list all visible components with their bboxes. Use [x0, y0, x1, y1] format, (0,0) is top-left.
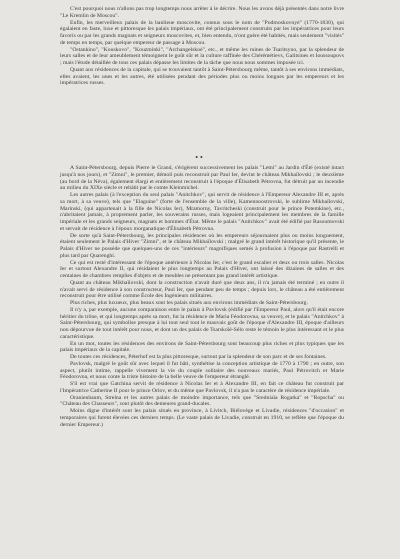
paragraph: Quant au château Mikhaïlovski, dont la construction n'avait duré que deux ans, il n'a jamais été terminé ; en outre il n'avait servi de résidence à son constructeur, Paul Ier, que pendant peu de temps ; depuis lors, le château a été entièrement reconstruit pour être utilisé comme École des Ingénieurs militaires.: [60, 279, 344, 300]
paragraph: De toutes ces résidences, Péterhof est la plus pittoresque, surtout par la splendeur de son parc et de ses fontaines.: [70, 354, 327, 360]
paragraph: C'est pourquoi nous n'allons pas trop longtemps nous arrêter à le décrire. Nous les avons déjà présentés dans notre livre "Le Kremlin de Moscou".: [60, 6, 344, 19]
paragraph: Plus riches, plus luxueux, plus beaux sont les palais situés aux environs immédiats de Saint-Pétersbourg.: [70, 300, 308, 306]
paragraph: Moins digne d'intérêt sont les palais situés en province, à Livitch, Biélovège et Livadie, résidences "d'occasion" et temporaires qui furent élevées ces derniers temps. (Le vaste palais de Livadie, construit en 1910, se reflète que l'époque du dernier Empereur.): [60, 408, 344, 428]
top-section: [60, 6, 344, 87]
paragraph: "Ostankino", "Kouskovo", "Kouzminki", "Archangelskoé", etc., et même les ruines de Tsaritsyno, par la splendeur de leurs salles et de leur ameublement témoignent le goût sûr et la culture raffinée des Chérémétievs, Galitsines et Ioussoupovs ; mais l'étude détaillée de tous ces palais dépasse les limites de la tâche que nous nous sommes imposée ici.: [60, 46, 344, 66]
paragraph: Il n'y a, par exemple, aucune comparaison entre le palais à Pavlovsk (édifié par l'Empereur Paul, alors qu'il était encore héritier du trône, et qui longtemps après sa mort, fut la résidence de Maria Féodorovna, sa veuve), et le palais "Anitchkov" à Saint-Pétersbourg, qui symbolise presque à lui tout seul tout le mauvais goût de l'époque d'Alexandre III, époque d'ailleurs non dépourvue de tout intérêt pour nous, et dont un des palais de Tsarskoïé-Sélo reste le témoin le plus intéressant et le plus caractéristique.: [60, 306, 344, 340]
bottom-section: [60, 165, 344, 428]
paragraph: Pavlovsk, malgré le goût sûr avec lequel il fut bâti, synthétise la conception artistique de 1770 à 1790 ; en outre, son aspect, plutôt intime, rappelle vivement la vie du couple solitaire des nouveaux mariés, Paul Pétrovitch et Marie Féodorovna, et nous conte la triste histoire de la belle veuve de l'empereur étranglé.: [60, 360, 344, 381]
section-separator: ••: [195, 153, 205, 162]
paragraph: Oranienbaum, Strelna et les autres palais de moindre importance, tels que "Sredniaïa Rogatka" et "Ropscha" ou "Château des Chasseurs", sont plutôt des demeures grand-ducales.: [60, 394, 344, 408]
paragraph: Quant aux résidences de la capitale, qui se trouvaient tantôt à Saint-Pétersbourg même, tantôt à ses environs immédiats, elles avaient, les unes et les autres, été utilisées pendant des périodes plus ou moins longues par les empereurs et les impératrices russes.: [60, 66, 344, 87]
paragraph: En un mot, toutes les résidences des environs de Saint-Pétersbourg sont beaucoup plus riches et plus typiques que les palais impériaux de la capitale.: [60, 340, 344, 354]
paragraph: Les autres palais (à l'exception du seul palais "Anitchkov", qui servit de résidence à l'Empereur Alexandre III et, après sa mort, à sa veuve), tels que "Elaguine" (forte de l'ensemble de la ville), Kamennoostrovski, le sublime Mikhaïlovski, Marinski, (qui appartenait à la fille de Nicolas Ier), Mramorny, Tavritcheski (construit pour le prince Potemkine), etc., n'abritaient jamais, à proprement parler, les souverains russes, mais logeaient principalement les membres de la famille impériale et les grands seigneurs, magnats et hommes d'État. Même le palais "Anitchkov" avait été édifié par Rasoumovski et servait de résidence à l'époux morganatique d'Élisabeth Pétrovna.: [60, 192, 344, 232]
paragraph: A Saint-Pétersbourg, depuis Pierre le Grand, s'érigèrent successivement les palais "Letni" au Jardin d'Été (existé intact jusqu'à nos jours), et "Zimni", le premier, démoli puis reconstruit par Paul Ier, devint le château Mikhaïlovski ; le deuxième (au bord de la Néva), également élargi et entièrement reconstruit à l'époque d'Élisabeth Pétrovna, fut détruit par un incendie au milieu du XIXe siècle et rebâtit par le comte Kleinmichel.: [60, 165, 344, 192]
paragraph: Enfin, les merveilleux palais de la banlieue moscovite, connus sous le nom de "Podmoskovnyé" (1770-1830), qui égalaient en faste, luxe et pittoresque les palais impériaux, ont été principalement construits par les impératrices pour leurs favoris ou par les grands magnats et seigneurs moscovites, et, bien entendu, n'ont guère été habités, mais seulement "visités" de temps en temps, par quelque empereur de passage à Moscou.: [60, 19, 344, 46]
paragraph: De sorte qu'à Saint-Pétersbourg, les principales résidences où les empereurs séjournaient plus ou moins longuement, étaient seulement le Palais d'Hiver "Zimni", et le château Mikhaïlovski ; malgré le grand intérêt historique qu'il présente, le Palais d'Hiver ne possède que quelques-uns de ces "intérieurs" magnifiques semés à profusion à l'époque par Rastrelli et plus tard par Quarenghi.: [60, 232, 344, 259]
paragraph: Ce qui est resté d'intéressant de l'époque antérieure à Nicolas Ier, c'est le grand escalier et deux ou trois salles. Nicolas Ier et surtout Alexandre II, qui résidaient le plus longtemps au Palais d'Hiver, ont laissé des dizaines de salles et des centaines de chambres remplies d'objets et de meubles ne présentant pas grand intérêt artistique.: [60, 259, 344, 279]
paragraph: S'il est vrai que Gatchina servit de résidence à Nicolas Ier et à Alexandre III, en fait ce château fut construit par l'Impératrice Catherine II pour le prince Orlov, et du même que Pavlovsk, il n'a pas le caractère de résidence impériale.: [60, 381, 344, 394]
